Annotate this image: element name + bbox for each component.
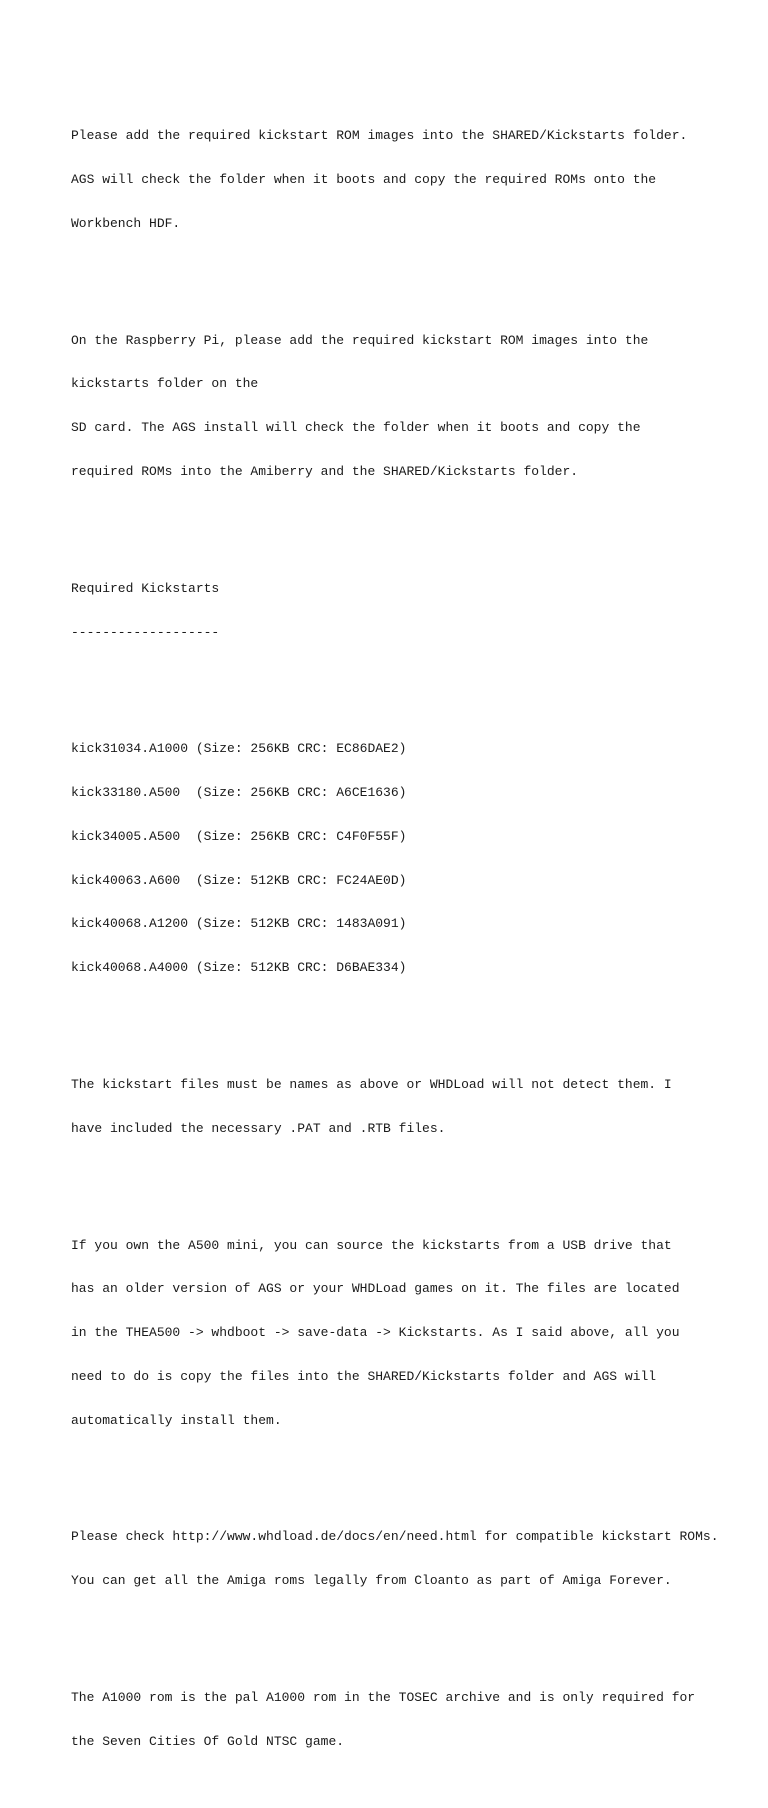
text-line: On the Raspberry Pi, please add the required kickstart ROM images into the	[71, 332, 649, 348]
kickstart-list-item: kick40068.A1200 (Size: 512KB CRC: 1483A091)	[71, 916, 407, 932]
kickstart-list-item: kick31034.A1000 (Size: 256KB CRC: EC86DAE2)	[71, 741, 407, 757]
text-line: Please add the required kickstart ROM images into the SHARED/Kickstarts folder.	[71, 128, 688, 144]
kickstart-list-item: kick33180.A500 (Size: 256KB CRC: A6CE1636)	[71, 785, 407, 801]
text-line: Workbench HDF.	[71, 215, 181, 231]
kickstart-list-item: kick40063.A600 (Size: 512KB CRC: FC24AE0D)	[71, 872, 407, 888]
paragraph-compatibility-link	[71, 1501, 751, 1618]
paragraph-a500-mini	[71, 1209, 751, 1457]
text-line: SD card. The AGS install will check the folder when it boots and copy the	[71, 420, 641, 436]
paragraph-a1000-note	[71, 1662, 751, 1779]
text-line: need to do is copy the files into the SHARED/Kickstarts folder and AGS will	[71, 1368, 657, 1384]
document-body	[71, 71, 751, 1808]
text-line: automatically install them.	[71, 1412, 282, 1428]
text-line: AGS will check the folder when it boots and copy the required ROMs onto the	[71, 172, 657, 188]
text-line: have included the necessary .PAT and .RTB files.	[71, 1120, 446, 1136]
text-line: The kickstart files must be names as above or WHDLoad will not detect them. I	[71, 1076, 672, 1092]
text-line: kickstarts folder on the	[71, 376, 259, 392]
heading-underline: -------------------	[71, 624, 220, 640]
kickstart-list	[71, 713, 751, 1005]
text-line: Please check http://www.whdload.de/docs/en/need.html for compatible kickstart ROMs.	[71, 1529, 719, 1545]
section-heading-required-kickstarts	[71, 553, 751, 670]
kickstart-list-item: kick40068.A4000 (Size: 512KB CRC: D6BAE334)	[71, 960, 407, 976]
text-line: The A1000 rom is the pal A1000 rom in the TOSEC archive and is only required for	[71, 1689, 696, 1705]
text-line: You can get all the Amiga roms legally from Cloanto as part of Amiga Forever.	[71, 1573, 672, 1589]
paragraph-raspberry-pi	[71, 305, 751, 509]
paragraph-intro	[71, 100, 751, 261]
text-line: has an older version of AGS or your WHDLoad games on it. The files are located	[71, 1281, 680, 1297]
kickstart-list-item: kick34005.A500 (Size: 256KB CRC: C4F0F55F)	[71, 828, 407, 844]
paragraph-file-names	[71, 1049, 751, 1166]
text-line: required ROMs into the Amiberry and the SHARED/Kickstarts folder.	[71, 464, 579, 480]
text-line: If you own the A500 mini, you can source the kickstarts from a USB drive that	[71, 1237, 672, 1253]
text-line: in the THEA500 -> whdboot -> save-data -> Kickstarts. As I said above, all you	[71, 1325, 680, 1341]
heading-text: Required Kickstarts	[71, 580, 220, 596]
text-line: the Seven Cities Of Gold NTSC game.	[71, 1733, 345, 1749]
